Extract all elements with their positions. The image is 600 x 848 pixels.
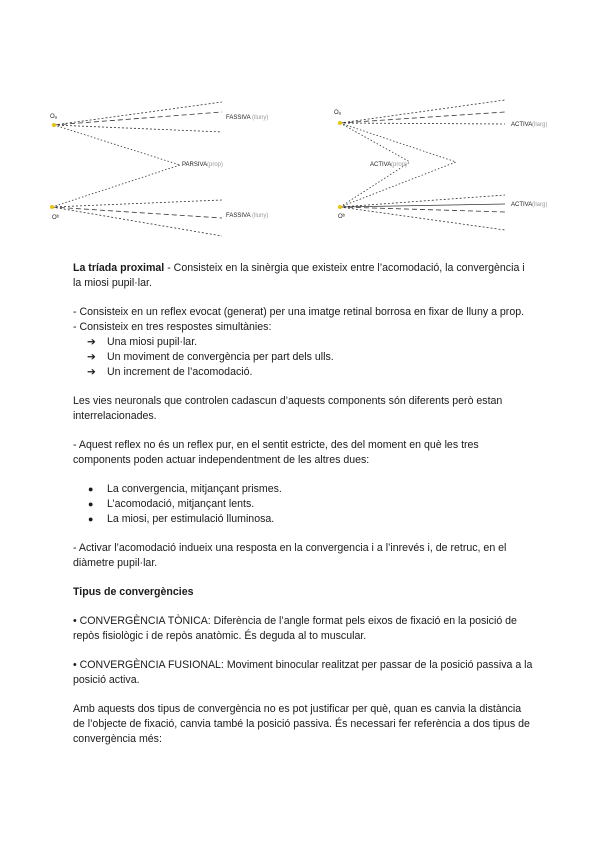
diagram-passive <box>30 90 290 240</box>
list-item: ➔ Un increment de l’acomodació. <box>87 366 253 378</box>
label-top-sub: (llarg) <box>532 122 548 128</box>
reflex-line-2: - Consisteix en tres respostes simultànies: <box>73 321 272 333</box>
arrow-icon: ➔ <box>87 366 96 378</box>
bullet-icon: ● <box>88 484 94 494</box>
closing-paragraph: Amb aquests dos tipus de convergència no es pot justificar per què, quan es canvia la distància de l’objecte de fixació, canvia també la posició passiva. És necessari fer referència a dos tipus de convergència més: <box>73 703 530 745</box>
triad-text: - Consisteix en la sinèrgia que existeix entre l’acomodació, la convergència i la miosi pupil·lar. <box>73 262 525 289</box>
label-top: ACTIVA <box>511 122 533 128</box>
eye-bottom-dot <box>338 205 342 209</box>
bullet-icon: ● <box>88 514 94 524</box>
eye-top-dot <box>52 123 56 127</box>
tonic-paragraph: • CONVERGÈNCIA TÒNICA: Diferència de l’angle format pels eixos de fixació en la posició de repòs fisiològic i de repòs anatòmic. És deguda al to muscular. <box>73 615 517 642</box>
fusional-paragraph: • CONVERGÈNCIA FUSIONAL: Moviment binocular realitzat per passar de la posició passiva a la posició activa. <box>73 659 533 686</box>
list-item: ● L’acomodació, mitjançant lents. <box>88 498 255 510</box>
triad-paragraph <box>73 261 533 291</box>
label-mid: ACTIVA <box>370 162 392 168</box>
point-label-top: Oₐ <box>50 114 57 120</box>
eye-bottom-dot <box>50 205 54 209</box>
activation-paragraph: - Activar l’acomodació indueix una resposta en la convergencia i a l’inrevés i, de retruc, en el diàmetre pupil·lar. <box>73 542 507 569</box>
list-item: ➔ Una miosi pupil·lar. <box>87 336 198 348</box>
list-item: ➔ Un moviment de convergència per part dels ulls. <box>87 351 334 363</box>
diagram-active <box>310 90 580 240</box>
label-mid: PARSIVA <box>182 162 208 168</box>
point-label-top: Oₐ <box>334 110 341 116</box>
document-body <box>73 261 533 747</box>
label-mid-sub: (prop) <box>207 162 224 168</box>
list-item: ● La convergencia, mitjançant prismes. <box>88 483 282 495</box>
label-bottom-sub: (llarg) <box>532 202 548 208</box>
neural-paths-paragraph: Les vies neuronals que controlen cadascun d’aquests components són diferents però estan interrelacionades. <box>73 395 503 422</box>
label-bottom-sub: (lluny) <box>252 213 269 219</box>
reflex-line-1: - Consisteix en un reflex evocat (generat) per una imatge retinal borrosa en fixar de lluny a prop. <box>73 306 525 318</box>
point-label-bottom: Oᵇ <box>338 214 345 220</box>
label-top: FASSIVA <box>226 115 251 121</box>
arrow-icon: ➔ <box>87 336 96 348</box>
label-top-sub: (lluny) <box>252 115 269 121</box>
label-mid-sub: (prop) <box>391 162 408 168</box>
bullet-icon: ● <box>88 499 94 509</box>
point-label-bottom: Oᵇ <box>52 215 59 221</box>
responses-list <box>73 335 533 380</box>
pure-reflex-paragraph: - Aquest reflex no és un reflex pur, en el sentit estricte, des del moment en què les tres components poden actuar independentment de les altres dues: <box>73 439 479 466</box>
types-heading: Tipus de convergències <box>73 586 194 598</box>
eye-top-dot <box>338 121 342 125</box>
list-item: ● La miosi, per estimulació lluminosa. <box>88 513 275 525</box>
arrow-icon: ➔ <box>87 351 96 363</box>
label-bottom: ACTIVA <box>511 202 533 208</box>
components-list <box>73 482 533 527</box>
triad-title: La tríada proximal <box>73 262 165 274</box>
label-bottom: FASSIVA <box>226 213 251 219</box>
